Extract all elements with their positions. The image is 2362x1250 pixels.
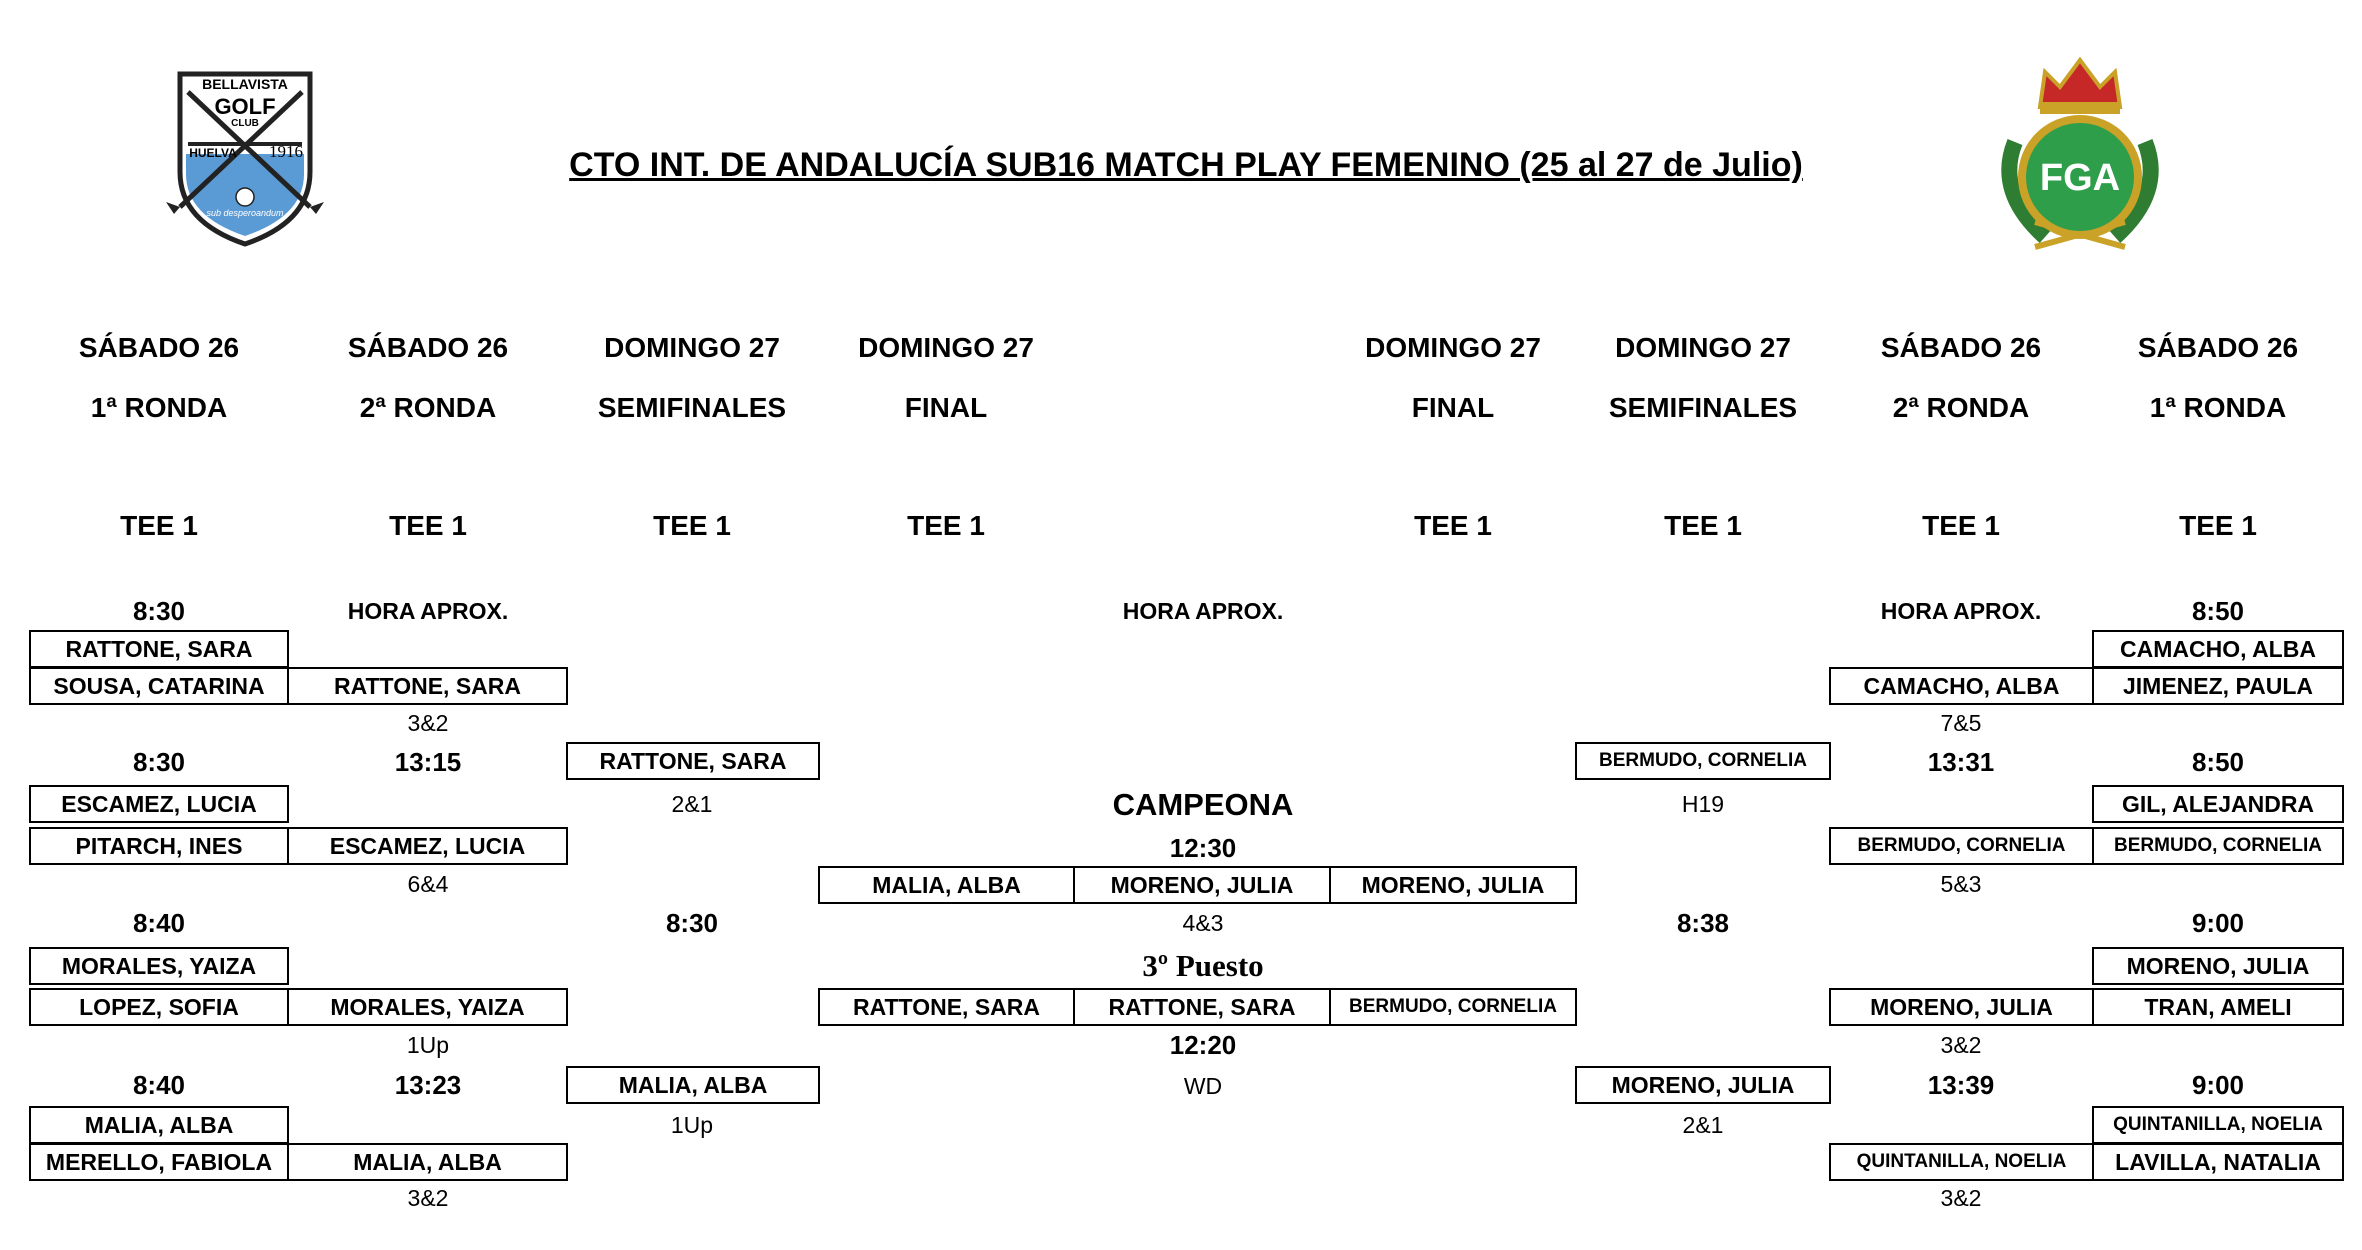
- left-r1-m4-player-a: MALIA, ALBA: [29, 1106, 289, 1144]
- left-r2-m3-result: 1Up: [406, 1032, 450, 1058]
- logo-left-motto: sub desperoandum: [206, 208, 284, 218]
- left-r2-m1-result: 3&2: [407, 710, 449, 736]
- right-r1-m3-player-a: MORENO, JULIA: [2092, 947, 2344, 985]
- left-r2-m2-result: 6&4: [407, 871, 449, 897]
- right-semi-m1-winner: BERMUDO, CORNELIA: [1575, 742, 1831, 780]
- left-r1-m1-time: 8:30: [132, 596, 186, 626]
- col2-day: SÁBADO 26: [347, 332, 509, 363]
- hora-aprox-left: HORA APROX.: [347, 598, 509, 624]
- right-r1-m1-time: 8:50: [2191, 596, 2245, 626]
- col9-day: SÁBADO 26: [2137, 332, 2299, 363]
- logo-left-year: 1916: [269, 142, 303, 161]
- third-winner: RATTONE, SARA: [1073, 988, 1331, 1026]
- third-time: 12:20: [1169, 1030, 1237, 1060]
- col7-tee: TEE 1: [1664, 510, 1742, 541]
- col4-tee: TEE 1: [907, 510, 985, 541]
- right-r1-m1-player-a: CAMACHO, ALBA: [2092, 630, 2344, 668]
- right-r2-m4-result: 3&2: [1940, 1185, 1982, 1211]
- col4-day: DOMINGO 27: [858, 332, 1034, 363]
- right-r1-m2-time: 8:50: [2191, 747, 2245, 777]
- logo-left-line3: CLUB: [231, 118, 259, 129]
- col3-tee: TEE 1: [653, 510, 731, 541]
- left-r1-m4-time: 8:40: [132, 1070, 186, 1100]
- left-r1-m3-player-a: MORALES, YAIZA: [29, 947, 289, 985]
- col2-tee: TEE 1: [389, 510, 467, 541]
- third-result: WD: [1183, 1073, 1223, 1099]
- right-r1-m3-time: 9:00: [2191, 908, 2245, 938]
- left-r2-m4-winner: MALIA, ALBA: [287, 1143, 568, 1181]
- col9-round: 1ª RONDA: [2149, 392, 2287, 423]
- left-r2-m4-result: 3&2: [407, 1185, 449, 1211]
- col7-day: DOMINGO 27: [1615, 332, 1791, 363]
- right-semi-m2-time: 8:38: [1676, 908, 1730, 938]
- final-left-finalist: MALIA, ALBA: [818, 866, 1075, 904]
- final-right-finalist: MORENO, JULIA: [1329, 866, 1577, 904]
- hora-aprox-center: HORA APROX.: [1122, 598, 1284, 624]
- third-left-player: RATTONE, SARA: [818, 988, 1075, 1026]
- left-semi-m2-result: 1Up: [670, 1112, 714, 1138]
- col8-round: 2ª RONDA: [1892, 392, 2030, 423]
- logo-left-line1: BELLAVISTA: [202, 76, 288, 92]
- hora-aprox-right: HORA APROX.: [1880, 598, 2042, 624]
- right-r1-m3-player-b: TRAN, AMELI: [2092, 988, 2344, 1026]
- left-r2-m4-time: 13:23: [394, 1070, 462, 1100]
- right-r2-m4-winner: QUINTANILLA, NOELIA: [1829, 1143, 2094, 1181]
- page-title: CTO INT. DE ANDALUCÍA SUB16 MATCH PLAY FEMENINO (25 al 27 de Julio): [569, 146, 1803, 184]
- final-label: CAMPEONA: [1112, 787, 1294, 822]
- right-r1-m1-player-b: JIMENEZ, PAULA: [2092, 667, 2344, 705]
- col1-tee: TEE 1: [120, 510, 198, 541]
- left-semi-m1-winner: RATTONE, SARA: [566, 742, 820, 780]
- col4-round: FINAL: [904, 392, 988, 423]
- fga-logo: [1985, 52, 2175, 262]
- right-r2-m1-winner: CAMACHO, ALBA: [1829, 667, 2094, 705]
- third-place-label: 3º Puesto: [1142, 948, 1264, 983]
- left-r1-m2-time: 8:30: [132, 747, 186, 777]
- col8-tee: TEE 1: [1922, 510, 2000, 541]
- logo-right-text: FGA: [2039, 157, 2121, 199]
- right-r2-m3-winner: MORENO, JULIA: [1829, 988, 2094, 1026]
- final-champion: MORENO, JULIA: [1073, 866, 1331, 904]
- col1-round: 1ª RONDA: [90, 392, 228, 423]
- left-r1-m1-player-b: SOUSA, CATARINA: [29, 667, 289, 705]
- third-right-player: BERMUDO, CORNELIA: [1329, 988, 1577, 1026]
- right-r2-m4-time: 13:39: [1927, 1070, 1995, 1100]
- left-semi-m2-time: 8:30: [665, 908, 719, 938]
- right-r2-m1-result: 7&5: [1940, 710, 1982, 736]
- col9-tee: TEE 1: [2179, 510, 2257, 541]
- col2-round: 2ª RONDA: [359, 392, 497, 423]
- right-semi-m2-winner: MORENO, JULIA: [1575, 1066, 1831, 1104]
- col6-tee: TEE 1: [1414, 510, 1492, 541]
- col1-day: SÁBADO 26: [78, 332, 240, 363]
- left-r2-m2-winner: ESCAMEZ, LUCIA: [287, 827, 568, 865]
- right-r2-m2-time: 13:31: [1927, 747, 1995, 777]
- right-r1-m4-player-b: LAVILLA, NATALIA: [2092, 1143, 2344, 1181]
- right-r2-m2-result: 5&3: [1940, 871, 1982, 897]
- col3-day: DOMINGO 27: [604, 332, 780, 363]
- left-r2-m2-time: 13:15: [394, 747, 462, 777]
- logo-left-city: HUELVA: [189, 146, 237, 160]
- left-r2-m3-winner: MORALES, YAIZA: [287, 988, 568, 1026]
- left-r2-m1-winner: RATTONE, SARA: [287, 667, 568, 705]
- left-r1-m3-player-b: LOPEZ, SOFIA: [29, 988, 289, 1026]
- left-semi-m2-winner: MALIA, ALBA: [566, 1066, 820, 1104]
- left-r1-m2-player-a: ESCAMEZ, LUCIA: [29, 785, 289, 823]
- left-r1-m4-player-b: MERELLO, FABIOLA: [29, 1143, 289, 1181]
- col6-day: DOMINGO 27: [1365, 332, 1541, 363]
- bellavista-golf-club-logo: [160, 62, 330, 252]
- left-semi-m1-result: 2&1: [671, 791, 713, 817]
- col3-round: SEMIFINALES: [597, 392, 787, 423]
- right-r1-m4-player-a: QUINTANILLA, NOELIA: [2092, 1106, 2344, 1144]
- right-r1-m4-time: 9:00: [2191, 1070, 2245, 1100]
- right-semi-m1-result: H19: [1681, 791, 1725, 817]
- col7-round: SEMIFINALES: [1608, 392, 1798, 423]
- logo-left-line2: GOLF: [214, 94, 276, 119]
- left-r1-m1-player-a: RATTONE, SARA: [29, 630, 289, 668]
- right-r2-m3-result: 3&2: [1940, 1032, 1982, 1058]
- right-r1-m2-player-a: GIL, ALEJANDRA: [2092, 785, 2344, 823]
- right-r1-m2-player-b: BERMUDO, CORNELIA: [2092, 827, 2344, 865]
- left-r1-m3-time: 8:40: [132, 908, 186, 938]
- right-semi-m2-result: 2&1: [1682, 1112, 1724, 1138]
- final-time: 12:30: [1169, 833, 1237, 863]
- final-result: 4&3: [1182, 910, 1224, 936]
- col8-day: SÁBADO 26: [1880, 332, 2042, 363]
- right-r2-m2-winner: BERMUDO, CORNELIA: [1829, 827, 2094, 865]
- col6-round: FINAL: [1411, 392, 1495, 423]
- left-r1-m2-player-b: PITARCH, INES: [29, 827, 289, 865]
